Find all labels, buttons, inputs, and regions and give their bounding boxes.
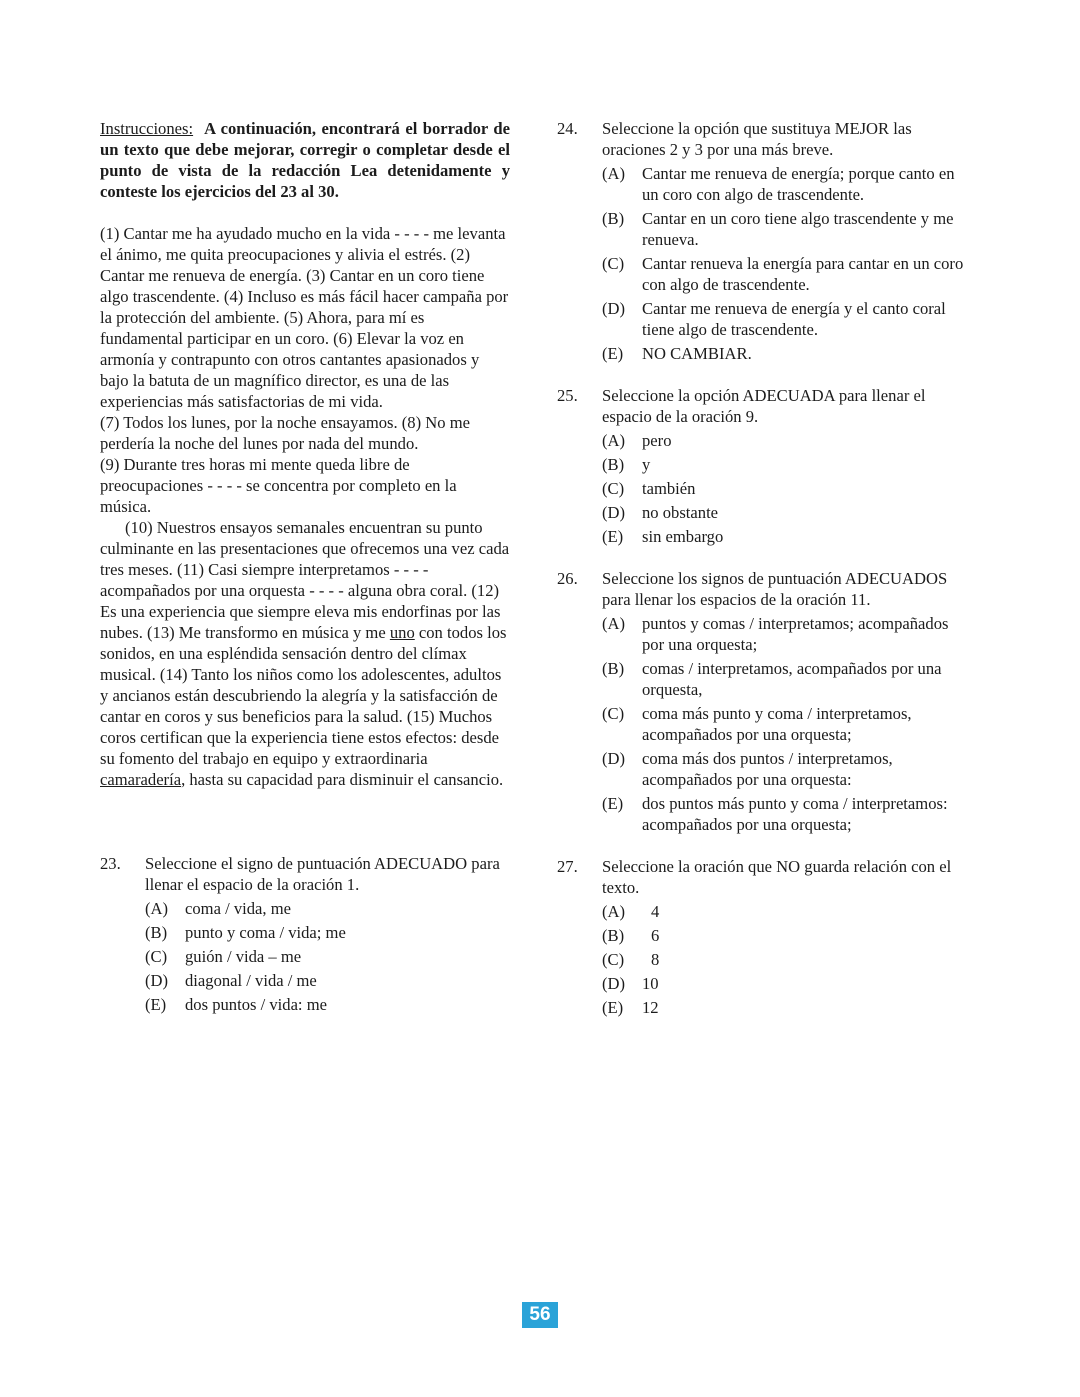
question-stem: Seleccione el signo de puntuación ADECUADO para llenar el espacio de la oración 1.	[145, 854, 500, 894]
option-letter: (D)	[602, 974, 626, 993]
underlined-word-camaraderia: camaradería	[100, 770, 182, 789]
option-text: 10	[642, 974, 659, 993]
option-text: 6	[651, 926, 660, 945]
option-d[interactable]	[602, 973, 967, 994]
option-c[interactable]	[602, 253, 967, 295]
option-text: comas / interpretamos, acompañados por una orquesta,	[642, 659, 942, 699]
question-number: 24.	[557, 119, 578, 138]
passage-sentences-13-15: con todos los sonidos, en una espléndida sensación dentro del clímax musical. (14) Tanto los niños como los adolescentes, adultos y ancianos están descubriendo la alegría y la satisfacción de cantar en coros y sus beneficios para la salud. (15) Muchos coros certifican que la experiencia tiene estos efectos: desde su fomento del trabajo en equipo y extraordinaria	[100, 623, 507, 768]
passage-sentences-1-6: (1) Cantar me ha ayudado mucho en la vida - - - - me levanta el ánimo, me quita preocupaciones y alivia el estrés. (2) Cantar me renueva de energía. (3) Cantar en un coro tiene algo trascendente. (4) Incluso es más fácil hacer campaña por la protección del ambiente. (5) Ahora, para mí es fundamental participar en un coro. (6) Elevar la voz en armonía y contrapunto con otros cantantes apasionados y bajo la batuta de un magnífico director, es una de las experiencias más satisfactorias de mi vida.	[100, 224, 509, 411]
option-text: puntos y comas / interpretamos; acompañados por una orquesta;	[642, 614, 949, 654]
question-number: 23.	[100, 854, 121, 873]
option-letter: (A)	[602, 164, 626, 183]
passage-paragraph-2	[100, 517, 510, 790]
underlined-word-uno: uno	[389, 623, 415, 642]
option-text: dos puntos / vida: me	[185, 995, 327, 1014]
option-text: y	[642, 455, 651, 474]
option-text: 12	[642, 998, 659, 1017]
option-text: 8	[651, 950, 660, 969]
option-d[interactable]	[602, 502, 967, 523]
question-number: 25.	[557, 386, 578, 405]
option-letter: (E)	[602, 344, 624, 363]
option-letter: (B)	[145, 923, 168, 942]
option-text: 4	[651, 902, 660, 921]
option-text: Cantar me renueva de energía y el canto coral tiene algo de trascendente.	[642, 299, 946, 339]
option-b[interactable]	[602, 925, 967, 946]
question-stem: Seleccione la oración que NO guarda relación con el texto.	[602, 857, 952, 897]
right-column	[557, 118, 967, 1021]
option-a[interactable]	[602, 430, 967, 451]
option-b[interactable]	[602, 658, 967, 700]
option-text: coma más punto y coma / interpretamos, acompañados por una orquesta;	[642, 704, 912, 744]
option-letter: (C)	[602, 254, 625, 273]
option-text: NO CAMBIAR.	[642, 344, 752, 363]
instructions	[100, 118, 510, 202]
option-letter: (E)	[602, 794, 624, 813]
answer-options	[602, 430, 967, 547]
option-c[interactable]	[602, 949, 967, 970]
option-letter: (E)	[602, 998, 624, 1017]
option-e[interactable]	[602, 526, 967, 547]
option-text: sin embargo	[642, 527, 724, 546]
option-text: pero	[642, 431, 672, 450]
option-e[interactable]	[145, 994, 510, 1015]
question-stem: Seleccione los signos de puntuación ADECUADOS para llenar los espacios de la oración 11.	[602, 569, 948, 609]
option-letter: (E)	[145, 995, 167, 1014]
option-letter: (B)	[602, 455, 625, 474]
answer-options	[145, 898, 510, 1015]
option-text: guión / vida – me	[185, 947, 302, 966]
option-letter: (A)	[602, 902, 626, 921]
passage-ending: , hasta su capacidad para disminuir el cansancio.	[181, 770, 504, 789]
option-letter: (C)	[602, 950, 625, 969]
option-b[interactable]	[145, 922, 510, 943]
answer-options	[602, 901, 967, 1018]
answer-options	[602, 163, 967, 364]
option-text: no obstante	[642, 503, 719, 522]
option-e[interactable]	[602, 793, 967, 835]
left-column	[100, 118, 510, 790]
instructions-text: A continuación, encontrará el borrador de un texto que debe mejorar, corregir o completar desde el punto de vista de la redacción Lea detenidamente y conteste los ejercicios del 23 al 30.	[100, 119, 511, 201]
question-23	[100, 853, 510, 1018]
option-a[interactable]	[145, 898, 510, 919]
passage-sentences-7-8: (7) Todos los lunes, por la noche ensayamos. (8) No me perdería la noche del lunes por nada del mundo.	[100, 413, 470, 453]
question-stem: Seleccione la opción que sustituya MEJOR las oraciones 2 y 3 por una más breve.	[602, 119, 912, 159]
option-letter: (C)	[145, 947, 168, 966]
option-c[interactable]	[602, 703, 967, 745]
question-stem: Seleccione la opción ADECUADA para llenar el espacio de la oración 9.	[602, 386, 926, 426]
option-letter: (D)	[602, 299, 626, 318]
option-a[interactable]	[602, 163, 967, 205]
option-letter: (B)	[602, 209, 625, 228]
passage-sentences-10-13: (10) Nuestros ensayos semanales encuentran su punto culminante en las presentaciones que ofrecemos una vez cada tres meses. (11) Casi siempre interpretamos - - - - acompañados por una orquesta - - - - alguna obra coral. (12) Es una experiencia que siempre eleva mis endorfinas por las nubes. (13) Me transformo en música y me	[100, 518, 510, 642]
option-letter: (B)	[602, 926, 625, 945]
option-b[interactable]	[602, 454, 967, 475]
option-text: Cantar me renueva de energía; porque canto en un coro con algo de trascendente.	[642, 164, 955, 204]
option-letter: (C)	[602, 479, 625, 498]
option-a[interactable]	[602, 613, 967, 655]
page-number: 56	[522, 1302, 558, 1328]
option-e[interactable]	[602, 343, 967, 364]
option-text: también	[642, 479, 696, 498]
option-letter: (D)	[145, 971, 169, 990]
question-26	[557, 568, 967, 835]
option-text: Cantar en un coro tiene algo trascendente y me renueva.	[642, 209, 954, 249]
option-d[interactable]	[145, 970, 510, 991]
passage-sentence-9: (9) Durante tres horas mi mente queda libre de preocupaciones - - - - se concentra por completo en la música.	[100, 455, 457, 516]
option-letter: (E)	[602, 527, 624, 546]
option-text: Cantar renueva la energía para cantar en un coro con algo de trascendente.	[642, 254, 964, 294]
reading-passage	[100, 223, 510, 790]
option-a[interactable]	[602, 901, 967, 922]
option-letter: (A)	[602, 614, 626, 633]
option-d[interactable]	[602, 298, 967, 340]
question-27	[557, 856, 967, 1018]
option-d[interactable]	[602, 748, 967, 790]
option-text: diagonal / vida / me	[185, 971, 317, 990]
question-number: 26.	[557, 569, 578, 588]
option-c[interactable]	[145, 946, 510, 967]
option-text: punto y coma / vida; me	[185, 923, 346, 942]
option-b[interactable]	[602, 208, 967, 250]
option-e[interactable]	[602, 997, 967, 1018]
option-text: coma / vida, me	[185, 899, 291, 918]
question-25	[557, 385, 967, 547]
instructions-label: Instrucciones:	[100, 119, 194, 138]
option-c[interactable]	[602, 478, 967, 499]
option-letter: (D)	[602, 749, 626, 768]
question-24	[557, 118, 967, 364]
option-letter: (B)	[602, 659, 625, 678]
option-letter: (D)	[602, 503, 626, 522]
option-text: coma más dos puntos / interpretamos, acompañados por una orquesta:	[642, 749, 893, 789]
option-letter: (A)	[602, 431, 626, 450]
option-letter: (C)	[602, 704, 625, 723]
question-number: 27.	[557, 857, 578, 876]
option-text: dos puntos más punto y coma / interpretamos: acompañados por una orquesta;	[642, 794, 948, 834]
answer-options	[602, 613, 967, 835]
option-letter: (A)	[145, 899, 169, 918]
